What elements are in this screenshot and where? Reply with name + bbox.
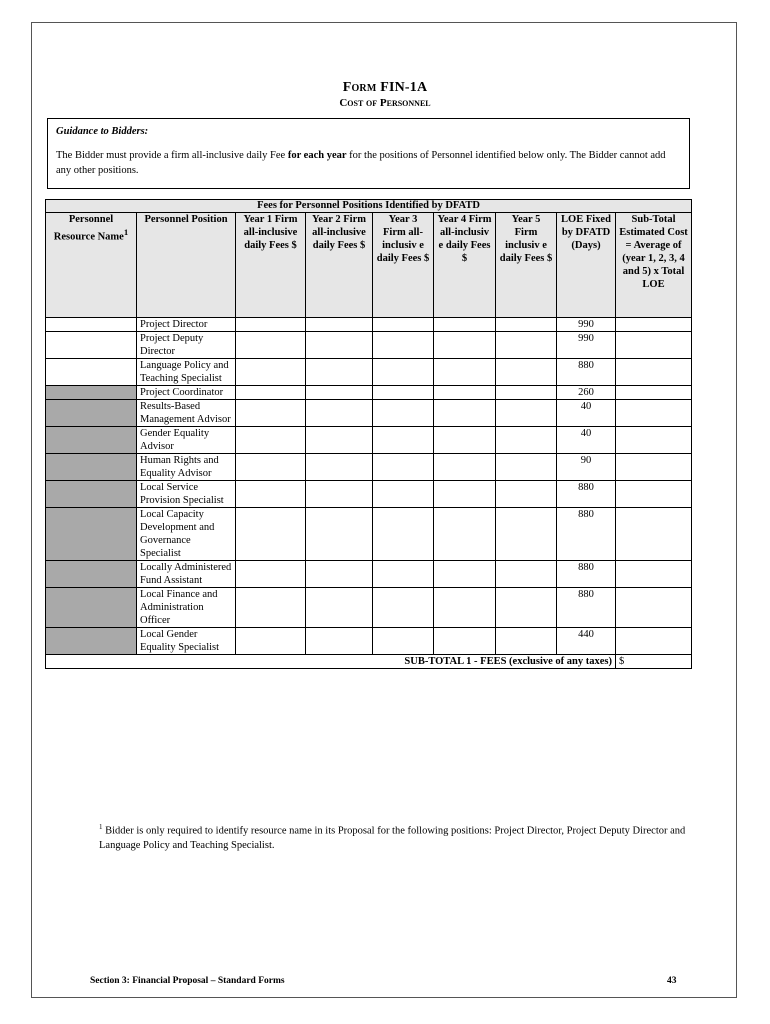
year1-fee-cell[interactable]: [236, 427, 306, 454]
header-loe: LOE Fixed by DFATD (Days): [557, 213, 616, 318]
loe-cell: 260: [557, 386, 616, 400]
year1-fee-cell[interactable]: [236, 508, 306, 561]
subtotal-cell[interactable]: [616, 561, 692, 588]
year5-fee-cell[interactable]: [496, 588, 557, 628]
position-cell: Human Rights and Equality Advisor: [137, 454, 236, 481]
table-body: [46, 318, 692, 655]
loe-cell: 440: [557, 628, 616, 655]
year2-fee-cell[interactable]: [306, 508, 373, 561]
year3-fee-cell[interactable]: [373, 318, 434, 332]
year1-fee-cell[interactable]: [236, 561, 306, 588]
table-row: [46, 318, 692, 332]
year4-fee-cell[interactable]: [434, 588, 496, 628]
year4-fee-cell[interactable]: [434, 400, 496, 427]
year3-fee-cell[interactable]: [373, 386, 434, 400]
position-cell: Project Coordinator: [137, 386, 236, 400]
position-cell: Project Deputy Director: [137, 332, 236, 359]
loe-cell: 990: [557, 332, 616, 359]
year5-fee-cell[interactable]: [496, 481, 557, 508]
guidance-heading: Guidance to Bidders:: [56, 126, 149, 137]
resource-name-cell: [46, 386, 137, 400]
year4-fee-cell[interactable]: [434, 561, 496, 588]
form-title: Form FIN-1A: [342, 80, 428, 95]
year5-fee-cell[interactable]: [496, 386, 557, 400]
year1-fee-cell[interactable]: [236, 386, 306, 400]
year2-fee-cell[interactable]: [306, 427, 373, 454]
year5-fee-cell[interactable]: [496, 359, 557, 386]
year3-fee-cell[interactable]: [373, 359, 434, 386]
form-subtitle: Cost of Personnel: [339, 97, 431, 109]
loe-cell: 880: [557, 481, 616, 508]
header-position: Personnel Position: [137, 213, 236, 318]
resource-name-cell: [46, 427, 137, 454]
year3-fee-cell[interactable]: [373, 508, 434, 561]
position-cell: Local Gender Equality Specialist: [137, 628, 236, 655]
subtotal-cell[interactable]: [616, 359, 692, 386]
resource-name-cell: [46, 561, 137, 588]
year5-fee-cell[interactable]: [496, 561, 557, 588]
subtotal-cell[interactable]: [616, 508, 692, 561]
header-subtotal: Sub-Total Estimated Cost = Average of (year 1, 2, 3, 4 and 5) x Total LOE: [616, 213, 692, 318]
resource-name-cell: [46, 628, 137, 655]
footnote-text: Bidder is only required to identify resource name in its Proposal for the following positions: Project Director, Project Deputy Director and Language Policy and Teaching Specialist.: [99, 825, 686, 851]
year2-fee-cell[interactable]: [306, 454, 373, 481]
guidance-text: [56, 150, 666, 176]
position-cell: Language Policy and Teaching Specialist: [137, 359, 236, 386]
year2-fee-cell[interactable]: [306, 318, 373, 332]
year2-fee-cell[interactable]: [306, 332, 373, 359]
position-cell: Local Capacity Development and Governance Specialist: [137, 508, 236, 561]
guidance-text-emphasis: for each year: [287, 150, 347, 161]
table-row: [46, 359, 692, 386]
year1-fee-cell[interactable]: [236, 359, 306, 386]
year4-fee-cell[interactable]: [434, 454, 496, 481]
year5-fee-cell[interactable]: [496, 508, 557, 561]
year2-fee-cell[interactable]: [306, 588, 373, 628]
resource-name-cell: [46, 400, 137, 427]
guidance-text-start: The Bidder must provide a firm all-inclusive daily Fee: [56, 150, 288, 161]
position-cell: Local Finance and Administration Officer: [137, 588, 236, 628]
footnote-ref: 1: [123, 227, 129, 237]
loe-cell: 880: [557, 588, 616, 628]
table-banner: Fees for Personnel Positions Identified by DFATD: [46, 200, 692, 213]
year1-fee-cell[interactable]: [236, 454, 306, 481]
resource-name-cell: [46, 481, 137, 508]
header-year3: Year 3 Firm all-inclusiv e daily Fees $: [373, 213, 434, 318]
loe-cell: 880: [557, 359, 616, 386]
resource-name-cell: [46, 588, 137, 628]
table-row: [46, 332, 692, 359]
year4-fee-cell[interactable]: [434, 508, 496, 561]
header-year1: Year 1 Firm all-inclusive daily Fees $: [236, 213, 306, 318]
table-row: [46, 588, 692, 628]
year5-fee-cell[interactable]: [496, 400, 557, 427]
year5-fee-cell[interactable]: [496, 454, 557, 481]
year4-fee-cell[interactable]: [434, 386, 496, 400]
year1-fee-cell[interactable]: [236, 588, 306, 628]
footnote-marker: 1: [99, 823, 103, 831]
resource-name-cell[interactable]: [46, 359, 137, 386]
year4-fee-cell[interactable]: [434, 481, 496, 508]
year2-fee-cell[interactable]: [306, 359, 373, 386]
subtotal-cell[interactable]: [616, 400, 692, 427]
resource-name-cell[interactable]: [46, 318, 137, 332]
resource-name-cell[interactable]: [46, 332, 137, 359]
subtotal-cell[interactable]: [616, 386, 692, 400]
table-row: [46, 427, 692, 454]
table-row: [46, 561, 692, 588]
year1-fee-cell[interactable]: [236, 400, 306, 427]
year3-fee-cell[interactable]: [373, 454, 434, 481]
year2-fee-cell[interactable]: [306, 400, 373, 427]
page-number: 43: [667, 976, 677, 986]
subtotal-value[interactable]: $: [616, 655, 692, 669]
footer-section: Section 3: Financial Proposal – Standard Forms: [90, 976, 285, 986]
guidance-text-end: for the positions of Personnel identified below only. The Bidder cannot add any other positions.: [56, 150, 666, 176]
year3-fee-cell[interactable]: [373, 427, 434, 454]
year1-fee-cell[interactable]: [236, 332, 306, 359]
header-resource-name: Personnel Resource Name$^1$: [46, 213, 137, 318]
guidance-box: [47, 118, 690, 189]
table-row: [46, 386, 692, 400]
year2-fee-cell[interactable]: [306, 481, 373, 508]
position-cell: Gender Equality Advisor: [137, 427, 236, 454]
subtotal-cell[interactable]: [616, 628, 692, 655]
year3-fee-cell[interactable]: [373, 332, 434, 359]
subtotal-row: [46, 655, 692, 669]
year1-fee-cell[interactable]: [236, 628, 306, 655]
header-year2: Year 2 Firm all-inclusive daily Fees $: [306, 213, 373, 318]
year5-fee-cell[interactable]: [496, 318, 557, 332]
position-cell: Local Service Provision Specialist: [137, 481, 236, 508]
subtotal-cell[interactable]: [616, 588, 692, 628]
subtotal-cell[interactable]: [616, 454, 692, 481]
footnote: [99, 820, 689, 853]
table-row: [46, 508, 692, 561]
year5-fee-cell[interactable]: [496, 628, 557, 655]
header-year5: Year 5 Firm inclusiv e daily Fees $: [496, 213, 557, 318]
year3-fee-cell[interactable]: [373, 588, 434, 628]
year5-fee-cell[interactable]: [496, 332, 557, 359]
year3-fee-cell[interactable]: [373, 561, 434, 588]
position-cell: Locally Administered Fund Assistant: [137, 561, 236, 588]
subtotal-cell[interactable]: [616, 481, 692, 508]
position-cell: Project Director: [137, 318, 236, 332]
year2-fee-cell[interactable]: [306, 628, 373, 655]
loe-cell: 40: [557, 427, 616, 454]
subtotal-cell[interactable]: [616, 427, 692, 454]
table-row: [46, 481, 692, 508]
table-row: [46, 628, 692, 655]
year5-fee-cell[interactable]: [496, 427, 557, 454]
year4-fee-cell[interactable]: [434, 318, 496, 332]
loe-cell: 40: [557, 400, 616, 427]
year4-fee-cell[interactable]: [434, 332, 496, 359]
personnel-fees-table: [45, 199, 692, 669]
year1-fee-cell[interactable]: [236, 481, 306, 508]
table-row: [46, 400, 692, 427]
header-year4: Year 4 Firm all-inclusiv e daily Fees $: [434, 213, 496, 318]
year3-fee-cell[interactable]: [373, 400, 434, 427]
year4-fee-cell[interactable]: [434, 359, 496, 386]
year2-fee-cell[interactable]: [306, 561, 373, 588]
loe-cell: 990: [557, 318, 616, 332]
position-cell: Results-Based Management Advisor: [137, 400, 236, 427]
subtotal-cell[interactable]: [616, 332, 692, 359]
year4-fee-cell[interactable]: [434, 427, 496, 454]
loe-cell: 880: [557, 561, 616, 588]
resource-name-cell: [46, 454, 137, 481]
year1-fee-cell[interactable]: [236, 318, 306, 332]
year2-fee-cell[interactable]: [306, 386, 373, 400]
loe-cell: 90: [557, 454, 616, 481]
subtotal-label: SUB-TOTAL 1 - FEES (exclusive of any taxes): [46, 655, 616, 669]
subtotal-cell[interactable]: [616, 318, 692, 332]
year3-fee-cell[interactable]: [373, 628, 434, 655]
table-row: [46, 454, 692, 481]
year4-fee-cell[interactable]: [434, 628, 496, 655]
resource-name-cell: [46, 508, 137, 561]
year3-fee-cell[interactable]: [373, 481, 434, 508]
loe-cell: 880: [557, 508, 616, 561]
